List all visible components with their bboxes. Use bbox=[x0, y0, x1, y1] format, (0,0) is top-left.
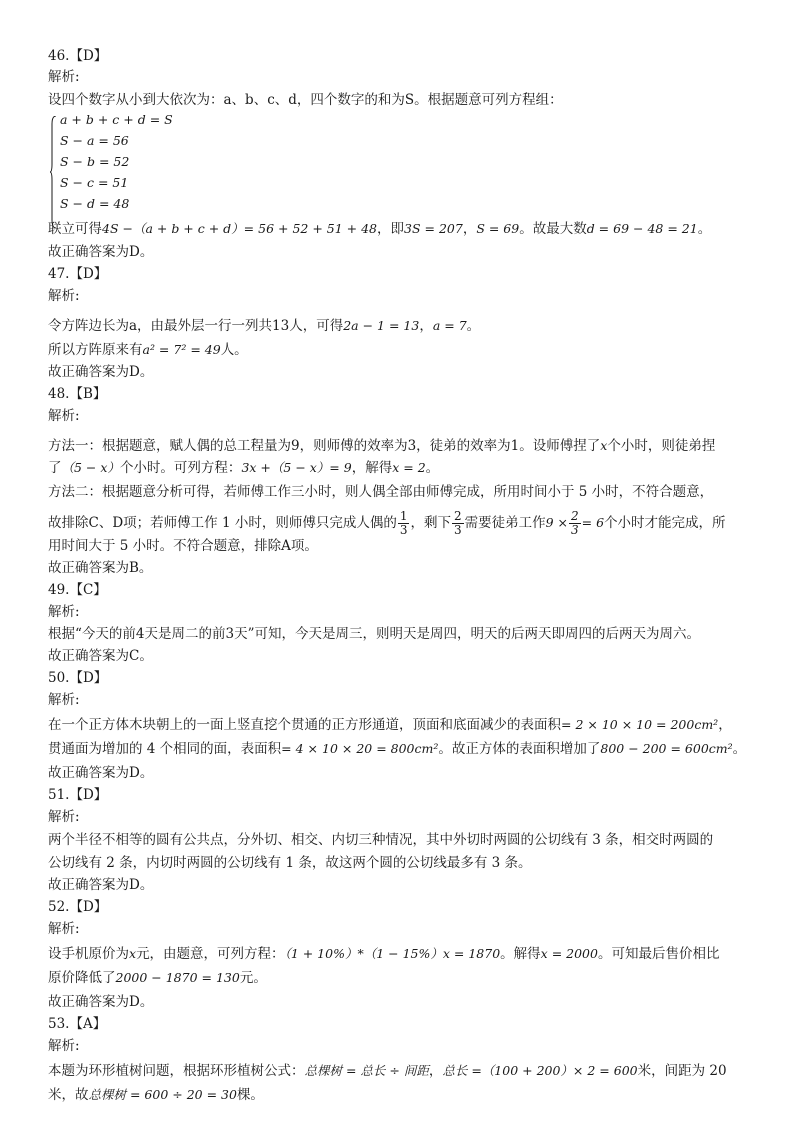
q48-line-5: 用时间大于 5 小时。不符合题意，排除A项。 bbox=[48, 538, 318, 554]
q48-text-d: 个小时。可列方程： bbox=[119, 460, 242, 476]
q50-text-b: ， bbox=[718, 717, 732, 733]
q46-text-e: 。 bbox=[697, 221, 712, 237]
q46-text-d: 。故最大数 bbox=[519, 221, 587, 237]
q50-text-d: 。故正方体的表面积增加了 bbox=[438, 741, 601, 757]
q48-fraction-2-num: 2 bbox=[453, 509, 462, 523]
q48-header: 48.【B】 bbox=[48, 386, 107, 402]
q46-intro: 设四个数字从小到大依次为：a、b、c、d，四个数字的和为S。根据题意可列方程组： bbox=[48, 92, 563, 108]
q48-text-h: ，剩下 bbox=[410, 515, 451, 531]
q47-text-c: 。 bbox=[466, 318, 481, 334]
q48-text-j: 个小时才能完成，所 bbox=[604, 515, 726, 531]
q48-math-5b: = 6 bbox=[581, 515, 605, 530]
q50-header: 50.【D】 bbox=[48, 670, 108, 686]
q52-text-b: 元，由题意，可列方程： bbox=[136, 946, 285, 962]
brace-icon bbox=[50, 116, 56, 228]
q47-math-2: a = 7 bbox=[432, 318, 467, 333]
q50-math-1: = 2 × 10 × 10 = 200cm² bbox=[561, 717, 719, 732]
q51-answer: 故正确答案为D。 bbox=[48, 877, 154, 893]
q50-math-3: 800 − 200 = 600cm² bbox=[600, 741, 733, 756]
q53-math-2: 总长 =（100 + 200）× 2 = 600 bbox=[442, 1063, 638, 1078]
q48-math-1: x bbox=[600, 438, 608, 453]
q47-line-1 bbox=[48, 316, 480, 336]
q52-text-f: 元。 bbox=[239, 970, 267, 986]
q50-jiexi: 解析: bbox=[48, 692, 80, 708]
q47-text-d: 所以方阵原来有 bbox=[48, 342, 143, 358]
q52-text-e: 原价降低了 bbox=[48, 970, 116, 986]
q46-eq-4: S − c = 51 bbox=[60, 175, 129, 190]
q53-text-d: 米，故 bbox=[48, 1087, 89, 1103]
q48-fraction-3-den: 3 bbox=[571, 523, 579, 537]
q51-line-2: 公切线有 2 条，内切时两圆的公切线有 1 条，故这两个圆的公切线最多有 3 条。 bbox=[48, 855, 532, 871]
q46-eq-1: a + b + c + d = S bbox=[60, 112, 173, 127]
q48-fraction-3 bbox=[569, 510, 581, 537]
q53-text-c: 米，间距为 20 bbox=[637, 1063, 727, 1079]
q46-text-b: ，即 bbox=[377, 221, 405, 237]
q47-text-b: ， bbox=[419, 318, 433, 334]
q52-jiexi: 解析: bbox=[48, 921, 80, 937]
q52-text-d: 。可知最后售价相比 bbox=[597, 946, 720, 962]
q53-line-1 bbox=[48, 1061, 727, 1081]
q51-line-1: 两个半径不相等的圆有公共点，分外切、相交、内切三种情况，其中外切时两圆的公切线有 3 条，相交时两圆的 bbox=[48, 832, 714, 848]
q46-math-3: S = 69 bbox=[476, 221, 520, 236]
q48-text-g: 故排除C、D项；若师傅工作 1 小时，则师傅只完成人偶的 bbox=[48, 515, 397, 531]
q47-line-2 bbox=[48, 340, 248, 360]
q51-jiexi: 解析: bbox=[48, 809, 80, 825]
q46-math-1: 4S −（a + b + c + d）= 56 + 52 + 51 + 48 bbox=[102, 221, 378, 236]
q50-text-a: 在一个正方体木块朝上的一面上竖直挖个贯通的正方形通道，顶面和底面减少的表面积 bbox=[48, 717, 561, 733]
q53-text-b: ， bbox=[428, 1063, 443, 1079]
q47-math-1: 2a − 1 = 13 bbox=[343, 318, 420, 333]
q52-answer: 故正确答案为D。 bbox=[48, 994, 154, 1010]
q52-math-4: 2000 − 1870 = 130 bbox=[115, 970, 240, 985]
q50-text-e: 。 bbox=[732, 741, 747, 757]
q46-text-c: ， bbox=[462, 221, 477, 237]
q47-text-e: 人。 bbox=[220, 342, 248, 358]
q48-line-4 bbox=[48, 510, 726, 537]
q52-text-a: 设手机原价为 bbox=[48, 946, 129, 962]
q46-eq-5: S − d = 48 bbox=[60, 196, 130, 211]
q51-header: 51.【D】 bbox=[48, 787, 108, 803]
q48-fraction-1-den: 3 bbox=[399, 523, 408, 537]
q49-answer: 故正确答案为C。 bbox=[48, 648, 153, 664]
q46-jiexi: 解析: bbox=[48, 69, 80, 85]
q52-line-1 bbox=[48, 944, 719, 964]
q48-jiexi: 解析: bbox=[48, 408, 80, 424]
q48-text-i: 需要徒弟工作 bbox=[464, 515, 546, 531]
q53-text-a: 本题为环形植树问题，根据环形植树公式： bbox=[48, 1063, 305, 1079]
q50-text-c: 贯通面为增加的 4 个相同的面，表面积 bbox=[48, 741, 282, 757]
q53-math-1: 总棵树 = 总长 ÷ 间距 bbox=[304, 1063, 429, 1078]
q53-jiexi: 解析: bbox=[48, 1038, 80, 1054]
q48-text-b: 个小时，则徒弟捏 bbox=[607, 438, 716, 454]
q52-math-3: x = 2000 bbox=[540, 946, 598, 961]
q49-jiexi: 解析: bbox=[48, 604, 80, 620]
q48-text-c: 了 bbox=[48, 460, 62, 476]
q48-math-5a: 9 × bbox=[545, 515, 569, 530]
q53-header: 53.【A】 bbox=[48, 1016, 107, 1032]
q48-fraction-2-den: 3 bbox=[453, 523, 462, 537]
q46-answer: 故正确答案为D。 bbox=[48, 244, 154, 260]
q53-math-3: 总棵树 = 600 ÷ 20 = 30 bbox=[88, 1087, 237, 1102]
q46-math-2: 3S = 207 bbox=[404, 221, 463, 236]
q47-header: 47.【D】 bbox=[48, 266, 108, 282]
q52-math-2: （1 + 10%）*（1 − 15%）x = 1870 bbox=[284, 946, 501, 961]
q52-line-2 bbox=[48, 968, 267, 988]
q49-header: 49.【C】 bbox=[48, 582, 107, 598]
q47-jiexi: 解析: bbox=[48, 288, 80, 304]
q47-math-3: a² = 7² = 49 bbox=[142, 342, 221, 357]
q50-line-2 bbox=[48, 739, 746, 759]
q46-header: 46.【D】 bbox=[48, 48, 108, 64]
q49-line-1: 根据“今天的前4天是周二的前3天”可知，今天是周三，则明天是周四，明天的后两天即周四的后两天为周六。 bbox=[48, 626, 700, 642]
q48-math-2: （5 − x） bbox=[61, 460, 120, 475]
q48-answer: 故正确答案为B。 bbox=[48, 560, 153, 576]
q46-math-4: d = 69 − 48 = 21 bbox=[586, 221, 698, 236]
q48-fraction-1 bbox=[398, 510, 410, 537]
q48-text-a: 方法一：根据题意，赋人偶的总工程量为9，则师傅的效率为3，徒弟的效率为1。设师傅捏了 bbox=[48, 438, 601, 454]
q47-answer: 故正确答案为D。 bbox=[48, 364, 154, 380]
q47-text-a: 令方阵边长为a，由最外层一行一列共13人，可得 bbox=[48, 318, 344, 334]
q48-fraction-1-num: 1 bbox=[399, 509, 408, 523]
q52-header: 52.【D】 bbox=[48, 899, 108, 915]
q46-eq-3: S − b = 52 bbox=[60, 154, 130, 169]
q46-text-a: 联立可得 bbox=[48, 221, 102, 237]
q48-math-3: 3x +（5 − x）= 9 bbox=[241, 460, 352, 475]
q52-math-1: x bbox=[129, 946, 137, 961]
q53-line-2 bbox=[48, 1085, 264, 1105]
q50-math-2: = 4 × 10 × 20 = 800cm² bbox=[281, 741, 439, 756]
q48-line-2 bbox=[48, 458, 439, 478]
q48-line-1 bbox=[48, 436, 715, 456]
q52-text-c: 。解得 bbox=[500, 946, 541, 962]
q50-answer: 故正确答案为D。 bbox=[48, 765, 154, 781]
q48-line-3: 方法二：根据题意分析可得，若师傅工作三小时，则人偶全部由师傅完成，所用时间小于 5 小时，不符合题意， bbox=[48, 484, 714, 500]
q48-text-e: ，解得 bbox=[351, 460, 393, 476]
q46-solution-line bbox=[48, 219, 711, 239]
q50-line-1 bbox=[48, 715, 732, 735]
q48-text-f: 。 bbox=[425, 460, 440, 476]
q46-eq-2: S − a = 56 bbox=[60, 133, 129, 148]
q48-fraction-3-num: 2 bbox=[571, 509, 579, 523]
q48-fraction-2 bbox=[452, 510, 464, 537]
q48-math-4: x = 2 bbox=[392, 460, 426, 475]
q53-text-e: 棵。 bbox=[236, 1087, 264, 1103]
